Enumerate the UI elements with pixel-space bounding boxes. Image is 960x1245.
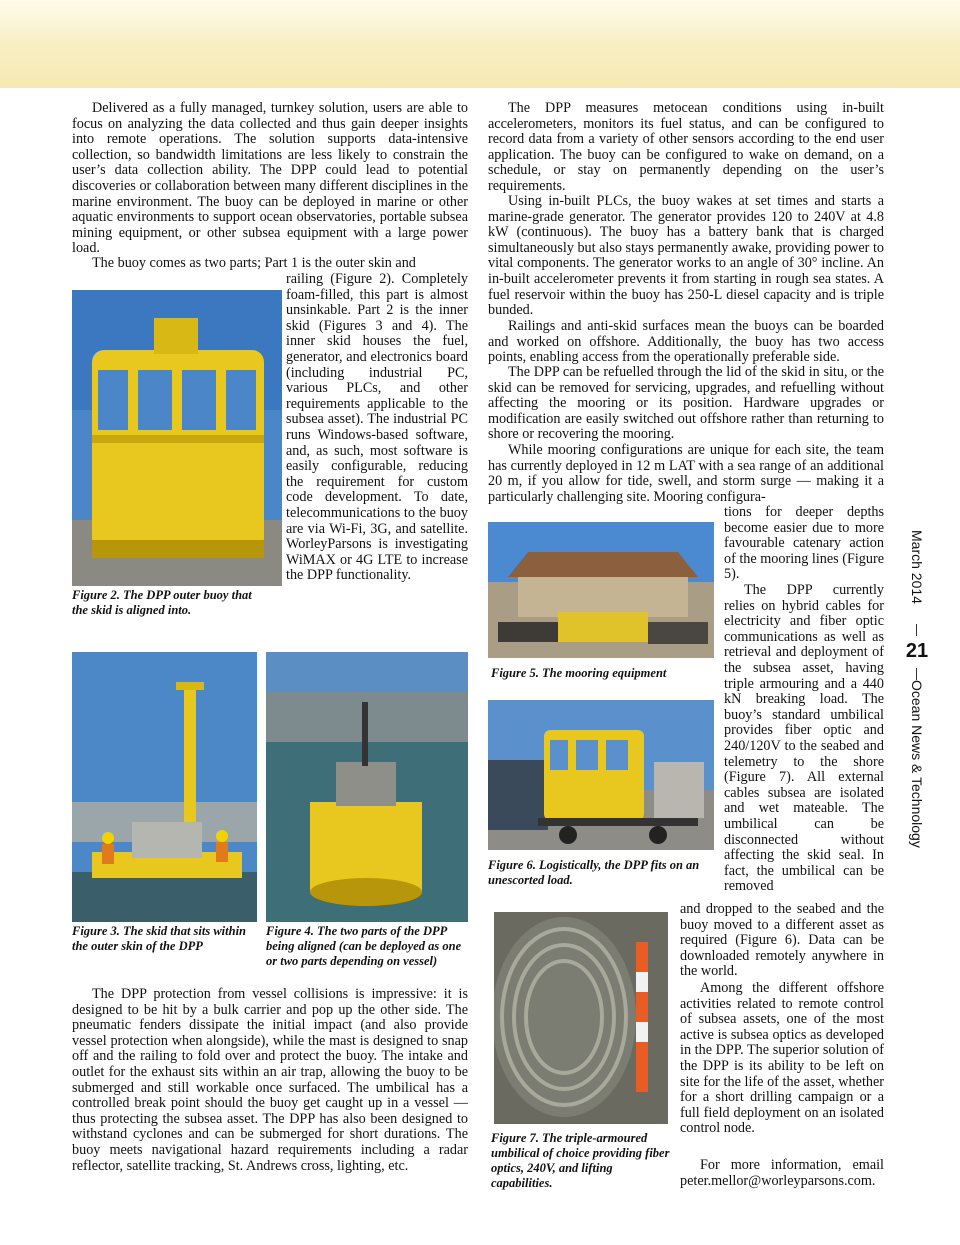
figure-7-photo [494, 912, 668, 1124]
right-paragraph-7: Among the different offshore activities related to remote control of subsea assets, one of the most active is subsea optics as developed in the DPP. The superior solution of the DPP is its ability to be left on site for the life of the asset, whether for a short drilling campaign or a full field deployment on an isolated control node. [680, 980, 884, 1137]
left-paragraph-2-wrap: railing (Figure 2). Completely foam-filled, this part is almost unsinkable. Part 2 is the inner skid (Figures 3 and 4). The inner skid houses the fuel, generator, and electronics board (including industrial PC, various PLCs, and other requirements applicable to the subsea asset). The industrial PC runs Windows-based software, and, as such, most software is easily configurable, reducing the requirement for custom code development. To date, telecommunications to the buoy are via Wi-Fi, 3G, and satellite. WorleyParsons is investigating WiMAX or 4G LTE to increase the DPP functionality. [286, 271, 468, 584]
right-paragraph-6-end: and dropped to the seabed and the buoy moved to a different asset as required (Figure 6). Data can be downloaded remotely anywhere in the world. [680, 901, 884, 980]
right-paragraph-5-intro: While mooring configurations are unique for each site, the team has currently deployed in 12 m LAT with a sea range of an additional 20 m, if you allow for tide, swell, and storm surge — making it a particularly challenging site. Mooring configura- [488, 442, 884, 505]
right-paragraph-6-wrap: The DPP currently relies on hybrid cables for electricity and fiber optic communications as well as retrieval and deployment of the subsea asset, having triple armouring and a 440 kN breaking load. The buoy’s standard umbilical provides fiber optic and 240/120V to the seabed and telemetry to the shore (Figure 7). All external cables subsea are isolated and wet mateable. The umbilical can be disconnected without affecting the skid seal. In fact, the umbilical can be removed [724, 582, 884, 895]
page-number: 21 [905, 640, 929, 662]
figure-4-caption: Figure 4. The two parts of the DPP being aligned (can be deployed as one or two parts depending on vessel) [266, 924, 462, 968]
right-paragraph-8: For more information, email peter.mellor@worleyparsons.com. [680, 1157, 884, 1189]
right-paragraph-2: Using in-built PLCs, the buoy wakes at set times and starts a marine-grade generator. The generator provides 120 to 240V at 4.8 kW (continuous). The buoy has a battery bank that is charged simultaneously but also stays permanently awake, providing power to vital components. The generator works to an angle of 30° incline. An in-built accelerometer prevents it from starting in rough sea states. A fuel reservoir within the buoy has 250-L diesel capacity and is triple bunded. [488, 193, 884, 319]
sidebar-divider-top [916, 624, 917, 636]
header-band [0, 0, 960, 88]
left-paragraph-3: The DPP protection from vessel collisions is impressive: it is designed to be hit by a bulk carrier and pop up the other side. The pneumatic fenders dissipate the initial impact (and also provide vessel protection when alongside), while the mast is designed to snap off and the railing to fold over and protect the buoy. The intake and outlet for the exhaust sits within an air trap, allowing the buoy to be submerged and still workable once surfaced. The umbilical has a controlled break point should the buoy get caught up in a vessel — thus protecting the subsea asset. The DPP has also been designed to withstand cyclones and can be submerged for short durations. The buoy meets navigational hazard requirements including a radar reflector, satellite tracking, St. Andrews cross, lighting, etc. [72, 986, 468, 1174]
figure-3-photo [72, 652, 257, 922]
figure-3-caption: Figure 3. The skid that sits within the outer skin of the DPP [72, 924, 247, 953]
left-paragraph-2-intro: The buoy comes as two parts; Part 1 is the outer skin and [92, 255, 416, 271]
figure-6-photo [488, 700, 714, 850]
figure-7-caption: Figure 7. The triple-armoured umbilical of choice providing fiber optics, 240V, and lifting capabilities. [491, 1131, 670, 1190]
figure-2-caption: Figure 2. The DPP outer buoy that the skid is aligned into. [72, 588, 252, 617]
right-paragraph-3: Railings and anti-skid surfaces mean the buoys can be boarded and worked on offshore. Additionally, the buoy has two access points, enabling access from the operationally preferable side. [488, 318, 884, 366]
figure-6-caption: Figure 6. Logistically, the DPP fits on an unescorted load. [488, 858, 700, 887]
figure-2-photo [72, 290, 282, 586]
sidebar-divider-bottom [916, 668, 917, 680]
publication-name: Ocean News & Technology [909, 680, 925, 848]
figure-5-photo [488, 522, 714, 658]
right-paragraph-1: The DPP measures metocean conditions using in-built accelerometers, monitors its fuel status, and can be configured to record data from a variety of other sensors according to the end user application. The buoy can be configured to wake on demand, on a schedule, or stay on permanently depending on the user’s requirements. [488, 100, 884, 194]
issue-date: March 2014 [909, 530, 925, 604]
page-sidebar [895, 520, 939, 860]
right-paragraph-5-wrap: tions for deeper depths become easier due to more favourable catenary action of the mooring lines (Figure 5). [724, 504, 884, 583]
left-paragraph-1: Delivered as a fully managed, turnkey solution, users are able to focus on analyzing the data collected and thus gain deeper insights into remote operations. The solution supports data-intensive collection, so bandwidth limitations are less likely to constrain the user’s data collection ability. The DPP could lead to potential discoveries or collaboration between many different disciplines in the marine environment. The buoy can be deployed in marine or other aquatic environments to support ocean observatories, portable subsea mining equipment, or other subsea equipment with a large power load. [72, 100, 468, 257]
figure-4-photo [266, 652, 468, 922]
figure-5-caption: Figure 5. The mooring equipment [491, 666, 667, 680]
right-paragraph-4: The DPP can be refuelled through the lid of the skid in situ, or the skid can be removed for servicing, upgrades, and refuelling without affecting the mooring or its position. Hardware upgrades or modification are easily switched out offshore rather than returning to shore or recovering the mooring. [488, 364, 884, 443]
